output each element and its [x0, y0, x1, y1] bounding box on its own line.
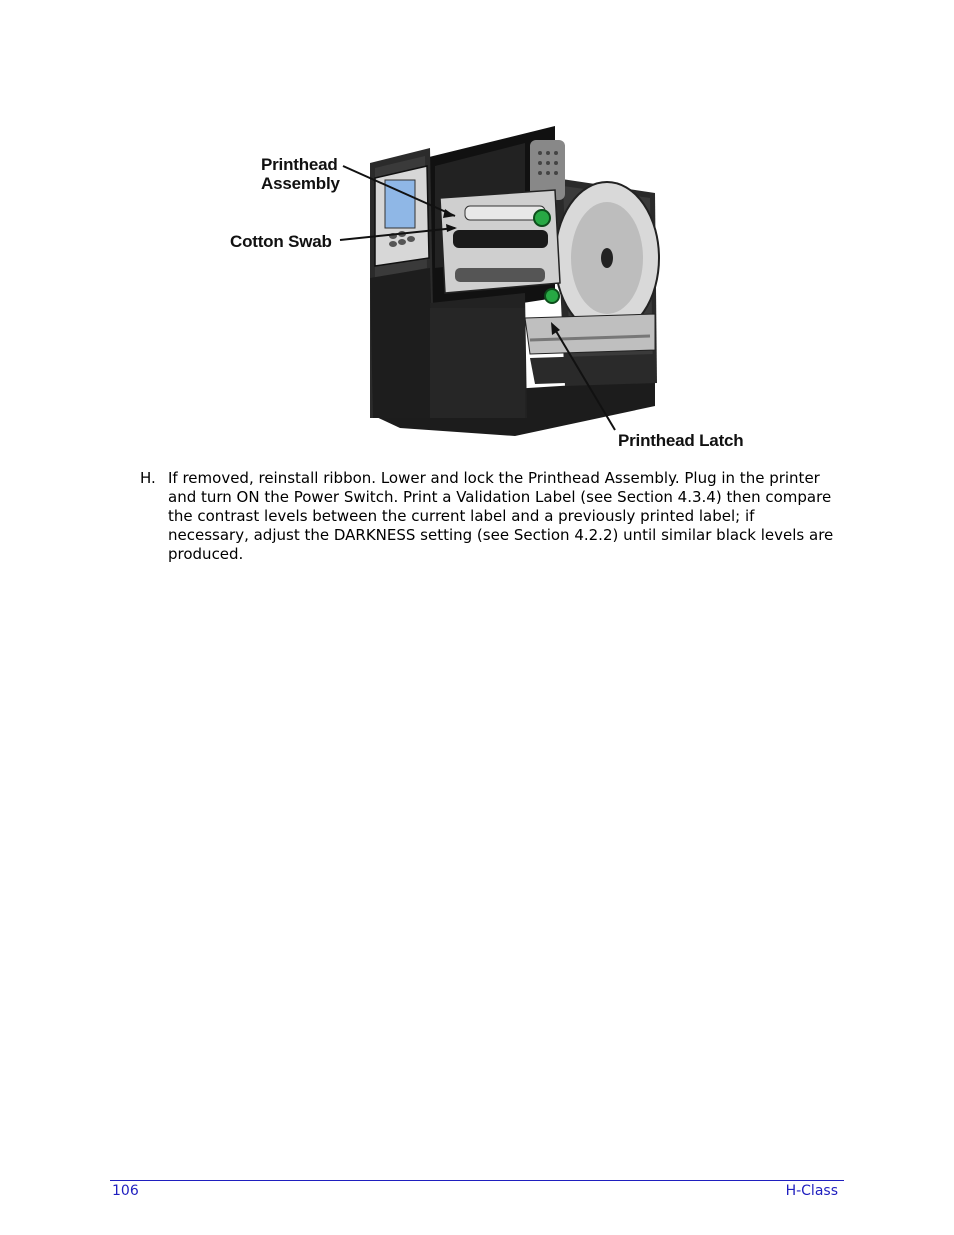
callout-printhead-latch: Printhead Latch — [618, 431, 744, 450]
printer-figure — [225, 118, 765, 458]
footer-divider — [110, 1180, 844, 1181]
step-text: If removed, reinstall ribbon. Lower and lock the Printhead Assembly. Plug in the printer and turn ON the Power Switch. Print a Validation Label (see Section 4.3.4) then compare the contrast levels between the current label and a previously printed label; if necessary, adjust the DARKNESS setting (see Section 4.2.2) until similar black levels are produced. — [168, 469, 834, 563]
callout-cotton-swab: Cotton Swab — [230, 232, 332, 251]
footer-page-number: 106 — [112, 1183, 139, 1199]
callout-printhead-assembly: Printhead Assembly — [261, 155, 340, 193]
footer-doc-title: H-Class — [785, 1183, 838, 1199]
step-marker: H. — [140, 469, 156, 487]
